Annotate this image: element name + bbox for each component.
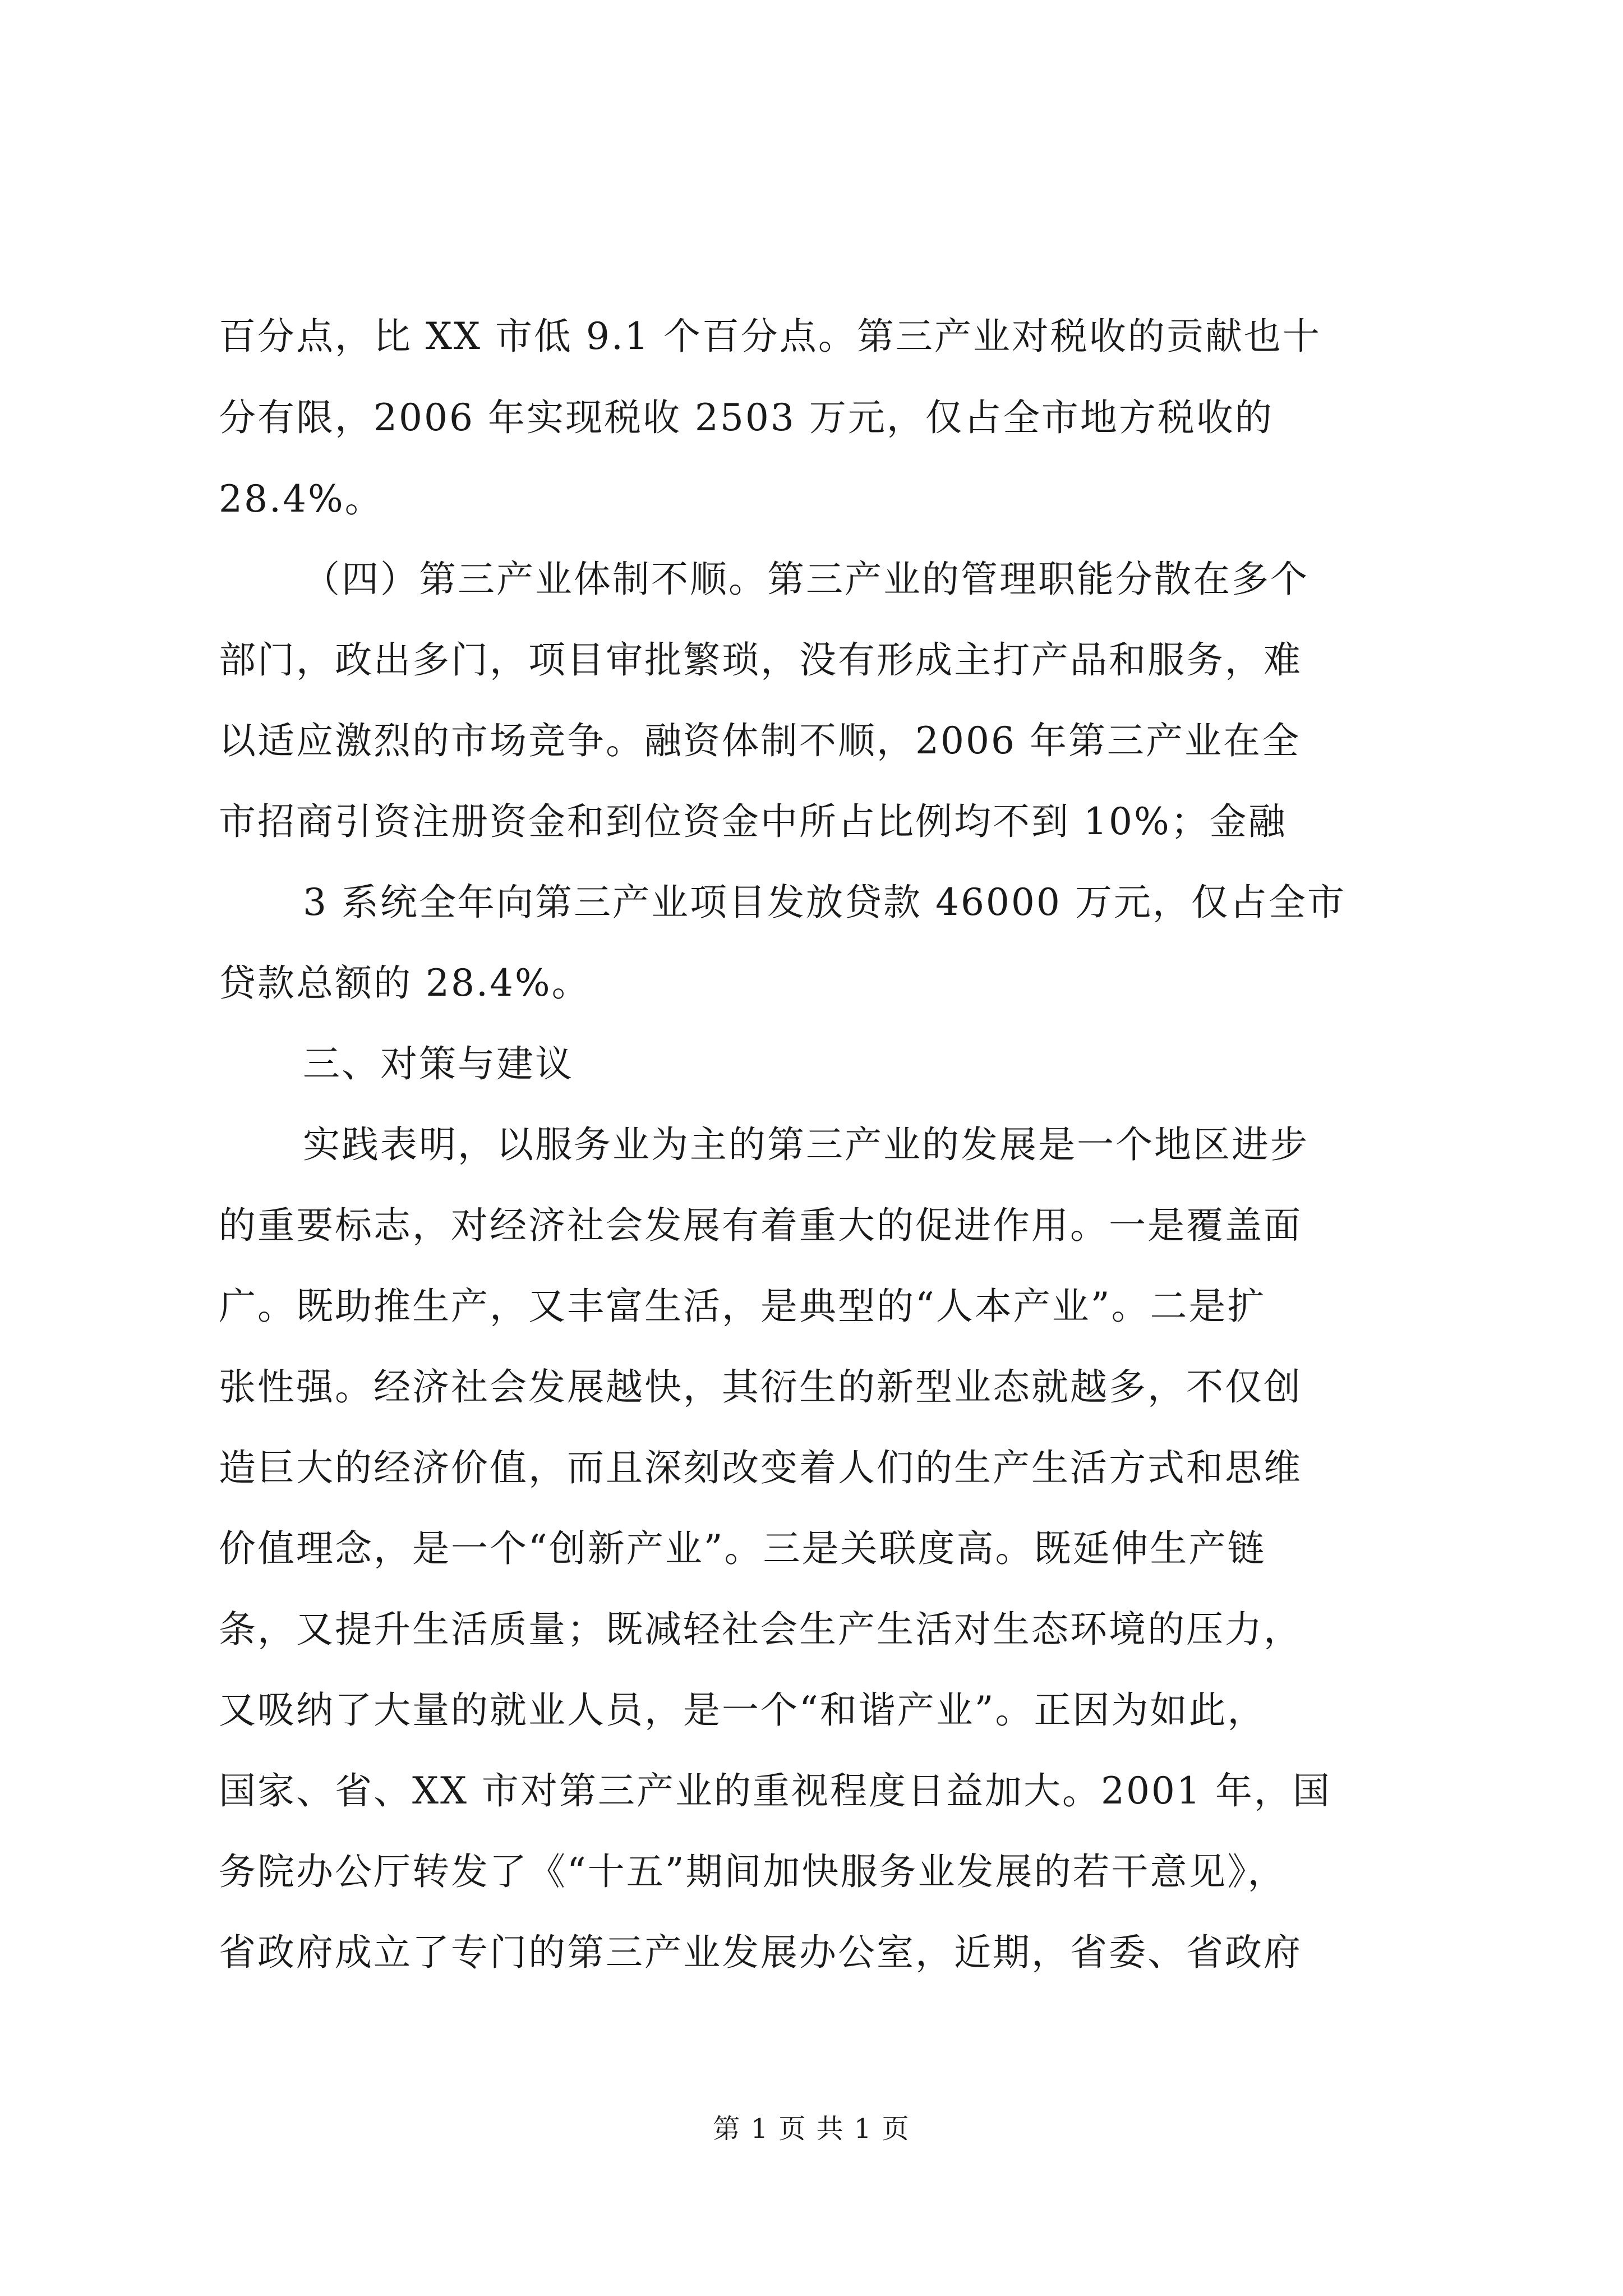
text-line: 部门，政出多门，项目审批繁琐，没有形成主打产品和服务，难 — [219, 638, 1302, 682]
text-line: 省政府成立了专门的第三产业发展办公室，近期，省委、省政府 — [219, 1931, 1302, 1974]
text-line: 务院办公厅转发了《“十五”期间加快服务业发展的若干意见》， — [219, 1850, 1287, 1893]
text-line: 3 系统全年向第三产业项目发放贷款 46000 万元，仅占全市 — [303, 881, 1346, 924]
text-line: 以适应激烈的市场竞争。融资体制不顺，2006 年第三产业在全 — [219, 719, 1301, 762]
text-line: 分有限，2006 年实现税收 2503 万元，仅占全市地方税收的 — [219, 396, 1274, 439]
text-line: 国家、省、XX 市对第三产业的重视程度日益加大。2001 年，国 — [219, 1769, 1331, 1812]
text-line: 又吸纳了大量的就业人员，是一个“和谐产业”。正因为如此， — [219, 1688, 1266, 1732]
text-line: 张性强。经济社会发展越快，其衍生的新型业态就越多，不仅创 — [219, 1365, 1302, 1409]
text-line: 百分点，比 XX 市低 9.1 个百分点。第三产业对税收的贡献也十 — [219, 315, 1321, 358]
section-heading-three: 三、对策与建议 — [303, 1042, 574, 1085]
text-line: 的重要标志，对经济社会发展有着重大的促进作用。一是覆盖面 — [219, 1204, 1302, 1247]
text-line: 条，又提升生活质量；既减轻社会生产生活对生态环境的压力， — [219, 1608, 1302, 1651]
text-line: 市招商引资注册资金和到位资金中所占比例均不到 10%；金融 — [219, 800, 1287, 843]
text-line: 贷款总额的 28.4%。 — [219, 961, 591, 1005]
text-line: 实践表明，以服务业为主的第三产业的发展是一个地区进步 — [303, 1123, 1309, 1166]
text-line: 造巨大的经济价值，而且深刻改变着人们的生产生活方式和思维 — [219, 1446, 1302, 1489]
page-number-footer: 第 1 页 共 1 页 — [713, 2113, 910, 2145]
section-heading-four: （四）第三产业体制不顺。第三产业的管理职能分散在多个 — [303, 558, 1309, 601]
text-line: 价值理念，是一个“创新产业”。三是关联度高。既延伸生产链 — [219, 1527, 1266, 1570]
text-line: 28.4%。 — [219, 477, 384, 521]
text-line: 广。既助推生产，又丰富生活，是典型的“人本产业”。二是扩 — [219, 1285, 1266, 1328]
